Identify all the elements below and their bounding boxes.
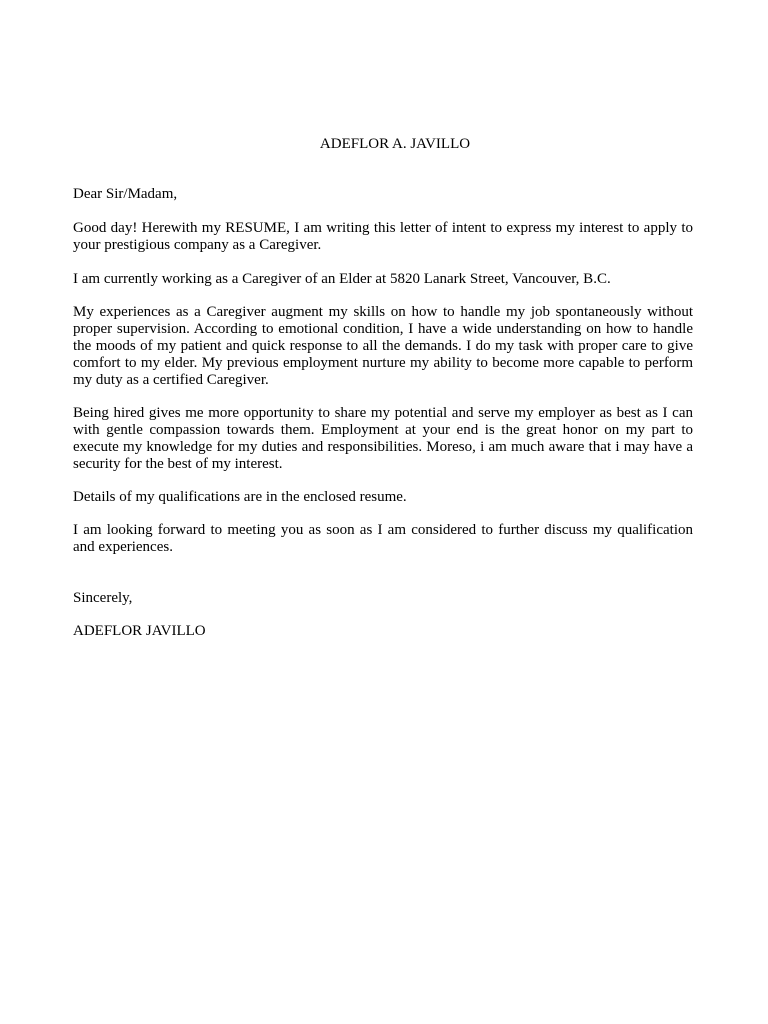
letter-greeting: Dear Sir/Madam, (73, 186, 178, 202)
letter-closing: Sincerely, (73, 590, 133, 606)
letter-heading: ADEFLOR A. JAVILLO (319, 136, 471, 152)
paragraph-experience: My experiences as a Caregiver augment my skills on how to handle my job spontaneously without proper supervision. According to emotional condition, I have a wide understanding on how to handle the moods of my patient and quick response to all the demands. I do my task with proper care to give comfort to my elder. My previous employment nurture my ability to become more capable to perform my duty as a certified Caregiver. (73, 304, 693, 388)
paragraph-intro: Good day! Herewith my RESUME, I am writing this letter of intent to express my interest to apply to your prestigious company as a Caregiver. (73, 220, 693, 253)
paragraph-closing-remark: I am looking forward to meeting you as soon as I am considered to further discuss my qualification and experiences. (73, 522, 693, 555)
paragraph-qualifications: Details of my qualifications are in the enclosed resume. (73, 489, 407, 505)
paragraph-opportunity: Being hired gives me more opportunity to share my potential and serve my employer as best as I can with gentle compassion towards them. Employment at your end is the great honor on my part to execute my knowledge for my duties and responsibilities. Moreso, i am much aware that i may have a security for the best of my interest. (73, 405, 693, 472)
letter-signature: ADEFLOR JAVILLO (73, 623, 206, 639)
paragraph-current-work: I am currently working as a Caregiver of an Elder at 5820 Lanark Street, Vancouver, B.C. (73, 271, 611, 287)
